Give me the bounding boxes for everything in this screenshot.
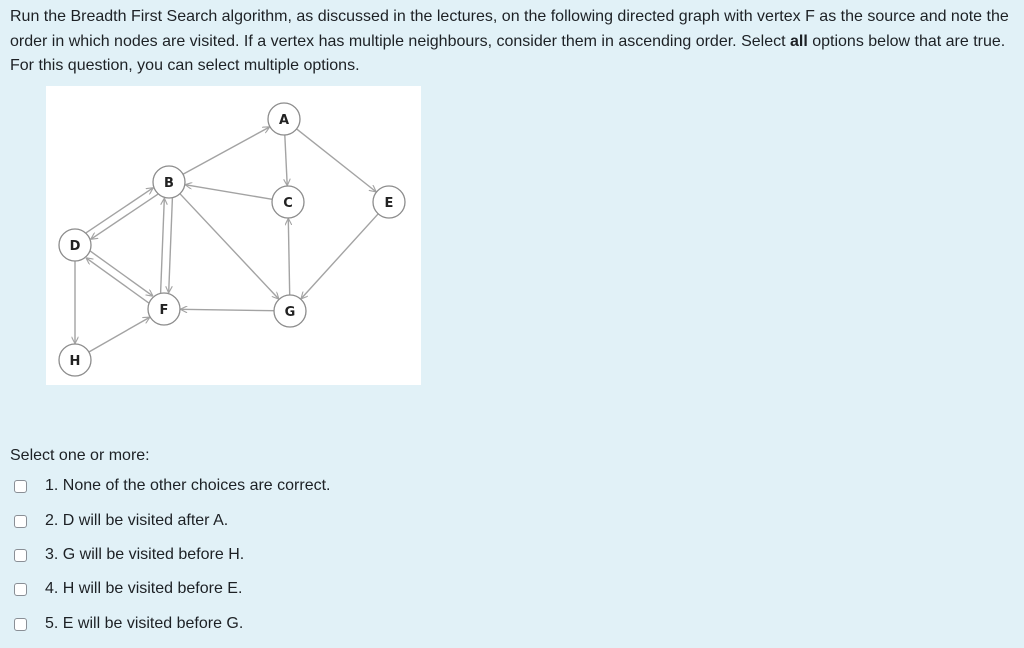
node-e — [373, 186, 405, 218]
option-1-label[interactable]: 1. None of the other choices are correct. — [45, 477, 331, 494]
edge-h-to-f — [89, 318, 149, 353]
edge-b-to-d — [91, 194, 158, 239]
option-5-checkbox[interactable] — [14, 618, 27, 631]
edge-d-to-f — [90, 251, 152, 296]
option-1-checkbox[interactable] — [14, 480, 27, 493]
select-prompt: Select one or more: — [10, 447, 150, 464]
graph-diagram — [46, 86, 421, 385]
node-d-label: D — [69, 239, 81, 254]
edge-a-to-e — [297, 129, 376, 192]
question-text-start: Run the Breadth First Search algorithm, as discussed in the lectures, on the following directed graph with vertex F as the source and note the order in which nodes are visited. If a vertex has multiple neighbours, consider them in ascending order. Select — [10, 8, 1009, 50]
option-1[interactable] — [14, 474, 330, 498]
node-g-label: G — [284, 305, 296, 320]
node-h-label: H — [69, 354, 81, 369]
option-4[interactable] — [14, 577, 242, 601]
edge-b-to-f — [169, 198, 173, 292]
edge-g-to-f — [181, 309, 274, 310]
node-f — [148, 293, 180, 325]
node-e-label: E — [384, 196, 394, 211]
node-a — [268, 103, 300, 135]
node-f-label: F — [159, 303, 169, 318]
node-h — [59, 344, 91, 376]
graph-image — [46, 86, 421, 385]
edge-b-to-g — [180, 194, 279, 299]
question-emphasis: all — [789, 32, 808, 50]
option-2-label[interactable]: 2. D will be visited after A. — [45, 512, 229, 529]
question-text-end: options below that are true. For this question, you can select multiple options. — [10, 32, 1006, 74]
option-4-checkbox[interactable] — [14, 583, 27, 596]
edge-c-to-b — [186, 185, 272, 200]
edge-b-to-a — [183, 127, 269, 174]
node-a-label: A — [278, 113, 290, 128]
option-5[interactable] — [14, 612, 243, 636]
option-3[interactable] — [14, 543, 244, 567]
option-5-label[interactable]: 5. E will be visited before G. — [45, 615, 244, 632]
option-3-checkbox[interactable] — [14, 549, 27, 562]
node-b-label: B — [164, 176, 174, 191]
option-3-label[interactable]: 3. G will be visited before H. — [45, 546, 245, 563]
node-b — [153, 166, 185, 198]
question-text — [10, 5, 1020, 79]
edge-a-to-c — [285, 135, 287, 185]
edge-g-to-c — [288, 219, 289, 295]
edge-f-to-d — [87, 258, 149, 303]
node-g — [274, 295, 306, 327]
node-d — [59, 229, 91, 261]
node-c — [272, 186, 304, 218]
edge-e-to-g — [301, 214, 378, 299]
edge-f-to-b — [161, 199, 165, 293]
node-c-label: C — [283, 196, 293, 211]
option-4-label[interactable]: 4. H will be visited before E. — [45, 580, 243, 597]
edge-d-to-b — [86, 188, 153, 233]
option-2[interactable] — [14, 509, 228, 533]
option-2-checkbox[interactable] — [14, 515, 27, 528]
